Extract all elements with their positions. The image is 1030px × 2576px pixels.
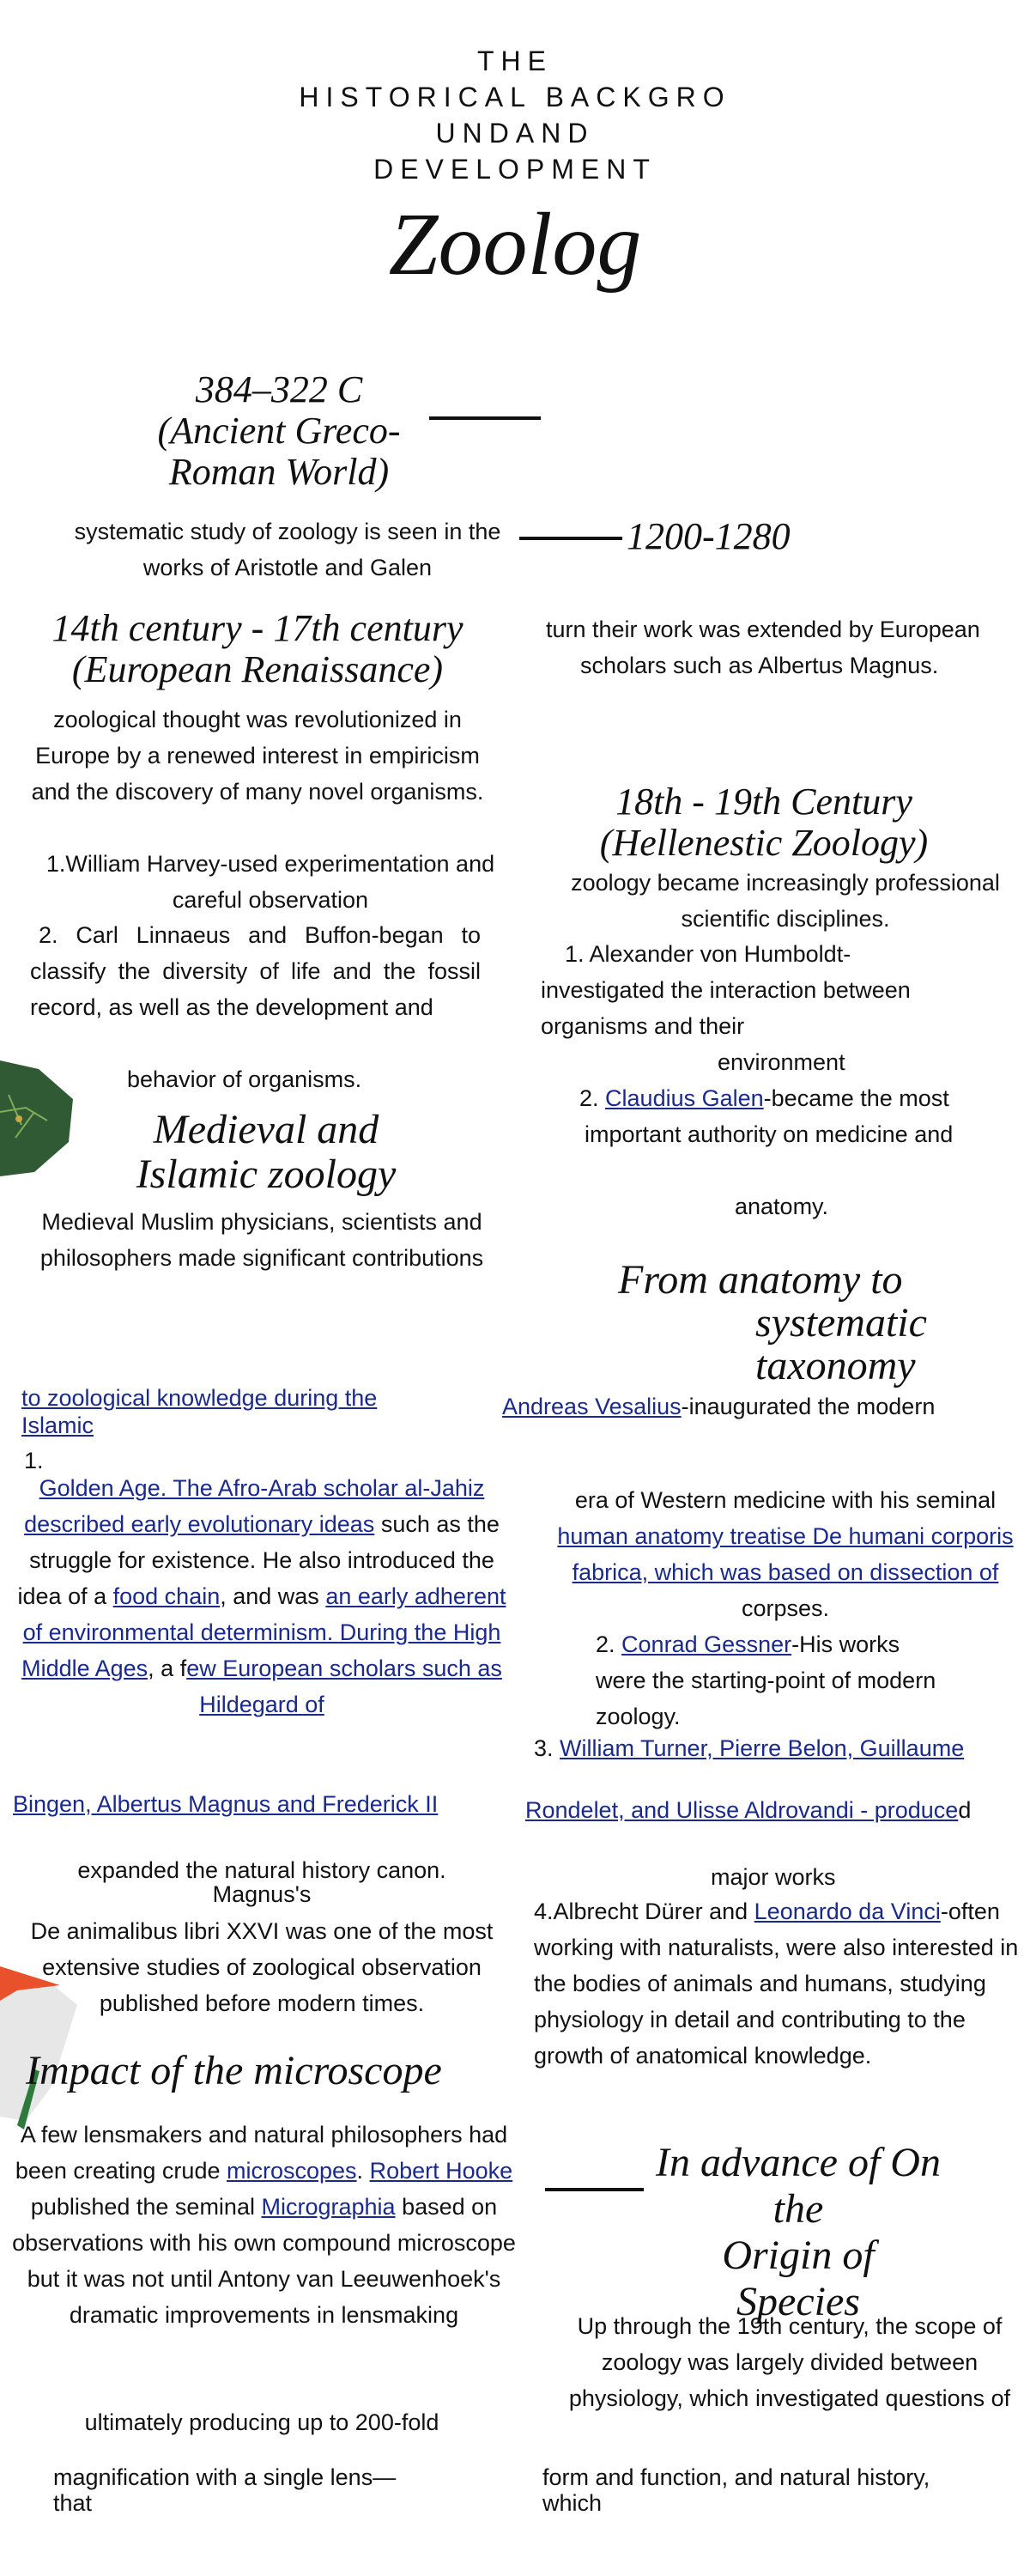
taxonomy-item-3-text: major works bbox=[711, 1864, 836, 1890]
microscope-text-1-end: . bbox=[356, 2158, 364, 2184]
albertus-date: 1200-1280 bbox=[627, 515, 791, 557]
header-line-4: DEVELOPMENT bbox=[373, 154, 657, 185]
taxonomy-text-3: corpses. bbox=[741, 1595, 830, 1621]
hellenistic-text: zoology became increasingly professional scientific disciplines. bbox=[571, 870, 1000, 932]
hellenistic-title bbox=[549, 781, 978, 864]
hellenistic-item-1: 1. Alexander von Humboldt-investigated the interaction between organisms and their bbox=[541, 941, 911, 1039]
origin-text-2 bbox=[542, 2464, 1023, 2516]
header-line-3: UNDAND bbox=[435, 118, 595, 149]
taxonomy-item-3-d: d bbox=[958, 1797, 972, 1823]
link-conrad-gessner[interactable]: Conrad Gessner bbox=[621, 1631, 792, 1657]
taxonomy-text-2: era of Western medicine with his seminal bbox=[574, 1487, 997, 1513]
microscope-text-2: published the seminal bbox=[30, 2194, 255, 2220]
link-leonardo-da-vinci[interactable]: Leonardo da Vinci bbox=[754, 1899, 941, 1924]
link-golden-age[interactable]: Golden Age. The Afro-Arab scholar al-Jahiz described early evolutionary ideas bbox=[24, 1475, 485, 1537]
renaissance-title-line-2: (European Renaissance) bbox=[71, 648, 444, 690]
renaissance-text: zoological thought was revolutionized in Europe by a renewed interest in empiricism and the discovery of many novel organisms. bbox=[31, 707, 484, 805]
islamic-text-5: De animalibus libri XXVI was one of the most extensive studies of zoological observation published before modern times. bbox=[30, 1918, 494, 2016]
microscope-title: Impact of the microscope bbox=[26, 2048, 442, 2093]
taxonomy-line-1 bbox=[502, 1393, 1030, 1420]
ancient-date: 384–322 C bbox=[195, 368, 363, 410]
islamic-number: 1. bbox=[24, 1448, 44, 1473]
header-line-2: HISTORICAL BACKGRO bbox=[299, 82, 731, 112]
islamic-title-line-1: Medieval and bbox=[153, 1107, 379, 1152]
ancient-text: systematic study of zoology is seen in the works of Aristotle and Galen bbox=[74, 519, 501, 580]
hellenistic-item-2 bbox=[579, 1080, 962, 1152]
taxonomy-title bbox=[618, 1259, 961, 1388]
ancient-title bbox=[129, 369, 429, 493]
link-andreas-vesalius[interactable]: Andreas Vesalius bbox=[502, 1394, 682, 1419]
link-european-scholars[interactable]: ew European scholars such as Hildegard of bbox=[186, 1656, 502, 1717]
link-zoological-knowledge[interactable]: to zoological knowledge during the Islamic bbox=[21, 1385, 378, 1438]
taxonomy-text-1: -inaugurated the modern bbox=[681, 1394, 936, 1419]
origin-text-2a: form and function, and natural history, bbox=[542, 2464, 930, 2490]
link-microscopes[interactable]: microscopes bbox=[227, 2158, 357, 2184]
link-rondelet-aldrovandi[interactable]: Rondelet, and Ulisse Aldrovandi - produce bbox=[525, 1797, 959, 1823]
taxonomy-item-2 bbox=[592, 1626, 956, 1735]
origin-text-2b: which bbox=[542, 2490, 603, 2516]
link-claudius-galen[interactable]: Claudius Galen bbox=[605, 1085, 764, 1111]
islamic-title-line-2: Islamic zoology bbox=[136, 1151, 397, 1197]
islamic-text-2c: , a f bbox=[148, 1656, 187, 1681]
renaissance-item-2-end: behavior of organisms. bbox=[127, 1066, 362, 1092]
ancient-era-line-1: (Ancient Greco- bbox=[157, 410, 401, 452]
islamic-link-bingen[interactable] bbox=[13, 1790, 511, 1818]
islamic-text-4: Magnus's bbox=[212, 1881, 312, 1907]
taxonomy-item-2-number: 2. bbox=[596, 1631, 615, 1657]
page-title: Zoolog bbox=[388, 195, 642, 294]
taxonomy-item-3-line-2 bbox=[525, 1796, 1006, 1824]
albertus-text: turn their work was extended by European scholars such as Albertus Magnus. bbox=[546, 617, 980, 678]
hellenistic-item-2-number: 2. bbox=[579, 1085, 599, 1111]
renaissance-title bbox=[17, 608, 498, 690]
header-line-1: THE bbox=[477, 46, 553, 76]
link-robert-hooke[interactable]: Robert Hooke bbox=[369, 2158, 513, 2184]
link-human-anatomy-treatise[interactable]: human anatomy treatise De humani corporis fabrica, which was based on dissection of bbox=[557, 1523, 1014, 1585]
origin-title bbox=[627, 2140, 970, 2325]
hellenistic-item-2-end: anatomy. bbox=[735, 1194, 829, 1219]
hellenistic-item-1-end: environment bbox=[718, 1049, 845, 1075]
microscope-paragraph bbox=[9, 2117, 519, 2333]
microscope-text-5 bbox=[53, 2464, 500, 2516]
taxonomy-paragraph bbox=[541, 1482, 1030, 1626]
renaissance-item-1: 1.William Harvey-used experimentation and careful observation bbox=[45, 851, 495, 913]
taxonomy-item-3 bbox=[534, 1735, 1015, 1762]
taxonomy-title-line-1: From anatomy to bbox=[618, 1257, 903, 1303]
islamic-text-2a: such as the struggle for existence. He also introduced the idea of a bbox=[17, 1511, 500, 1609]
microscope-text-5a: magnification with a single lens— bbox=[53, 2464, 397, 2490]
microscope-text-4: ultimately producing up to 200-fold bbox=[84, 2409, 439, 2435]
microscope-text-3: based on observations with his own compound microscope but it was not until Antony van Leeuwenhoek's dramatic improvements in lensmaking bbox=[12, 2194, 516, 2328]
taxonomy-item-4-text-a: 4.Albrecht Dürer and bbox=[534, 1899, 748, 1924]
link-william-turner[interactable]: William Turner, Pierre Belon, Guillaume bbox=[560, 1735, 965, 1761]
divider-rule bbox=[429, 416, 541, 420]
origin-title-line-3: Species bbox=[736, 2279, 860, 2324]
microscope-text-5b: that bbox=[53, 2490, 93, 2516]
taxonomy-item-2-text: -His works were the starting-point of modern zoology. bbox=[596, 1631, 936, 1729]
taxonomy-item-4 bbox=[534, 1893, 1023, 2074]
origin-text: Up through the 19th century, the scope of zoology was largely divided between physiology, which investigated questions of bbox=[568, 2313, 1011, 2411]
taxonomy-item-4-text-b: -often working with naturalists, were also interested in the bodies of animals and humans, studying physiology in detail and contributing to the growth of anatomical knowledge. bbox=[534, 1899, 1019, 2069]
link-environmental-determinism[interactable]: an early adherent of environmental determinism. During the High Middle Ages bbox=[21, 1583, 506, 1681]
taxonomy-title-line-3: taxonomy bbox=[755, 1343, 916, 1388]
renaissance-title-line-1: 14th century - 17th century bbox=[52, 607, 464, 649]
islamic-link-zoological[interactable] bbox=[21, 1384, 451, 1439]
microscope-text-1: A few lensmakers and natural philosophers had been creating crude bbox=[15, 2122, 508, 2184]
islamic-text-3: expanded the natural history canon. bbox=[77, 1857, 446, 1883]
taxonomy-title-line-2: systematic bbox=[755, 1300, 927, 1346]
islamic-paragraph bbox=[13, 1470, 511, 1722]
renaissance-item-2: 2. Carl Linnaeus and Buffon-began to classify the diversity of life and the fossil record, as well as the development and bbox=[30, 922, 481, 1020]
islamic-text: Medieval Muslim physicians, scientists and philosophers made significant contributions bbox=[39, 1209, 484, 1271]
taxonomy-item-3-number: 3. bbox=[534, 1735, 554, 1761]
islamic-text-2b: , and was bbox=[220, 1583, 319, 1609]
ancient-era-line-2: Roman World) bbox=[168, 451, 390, 493]
hellenistic-item-2-text: -became the most important authority on medicine and bbox=[585, 1085, 954, 1147]
hellenistic-title-line-1: 18th - 19th Century bbox=[615, 781, 912, 823]
origin-title-line-1: In advance of On the bbox=[656, 2140, 941, 2232]
divider-rule bbox=[519, 537, 622, 540]
link-micrographia[interactable]: Micrographia bbox=[261, 2194, 396, 2220]
header bbox=[258, 43, 772, 187]
hellenistic-title-line-2: (Hellenestic Zoology) bbox=[599, 822, 929, 864]
link-bingen[interactable]: Bingen, Albertus Magnus and Frederick II bbox=[13, 1791, 439, 1817]
link-food-chain[interactable]: food chain bbox=[112, 1583, 221, 1609]
islamic-title bbox=[52, 1108, 481, 1197]
origin-title-line-2: Origin of bbox=[722, 2233, 875, 2278]
